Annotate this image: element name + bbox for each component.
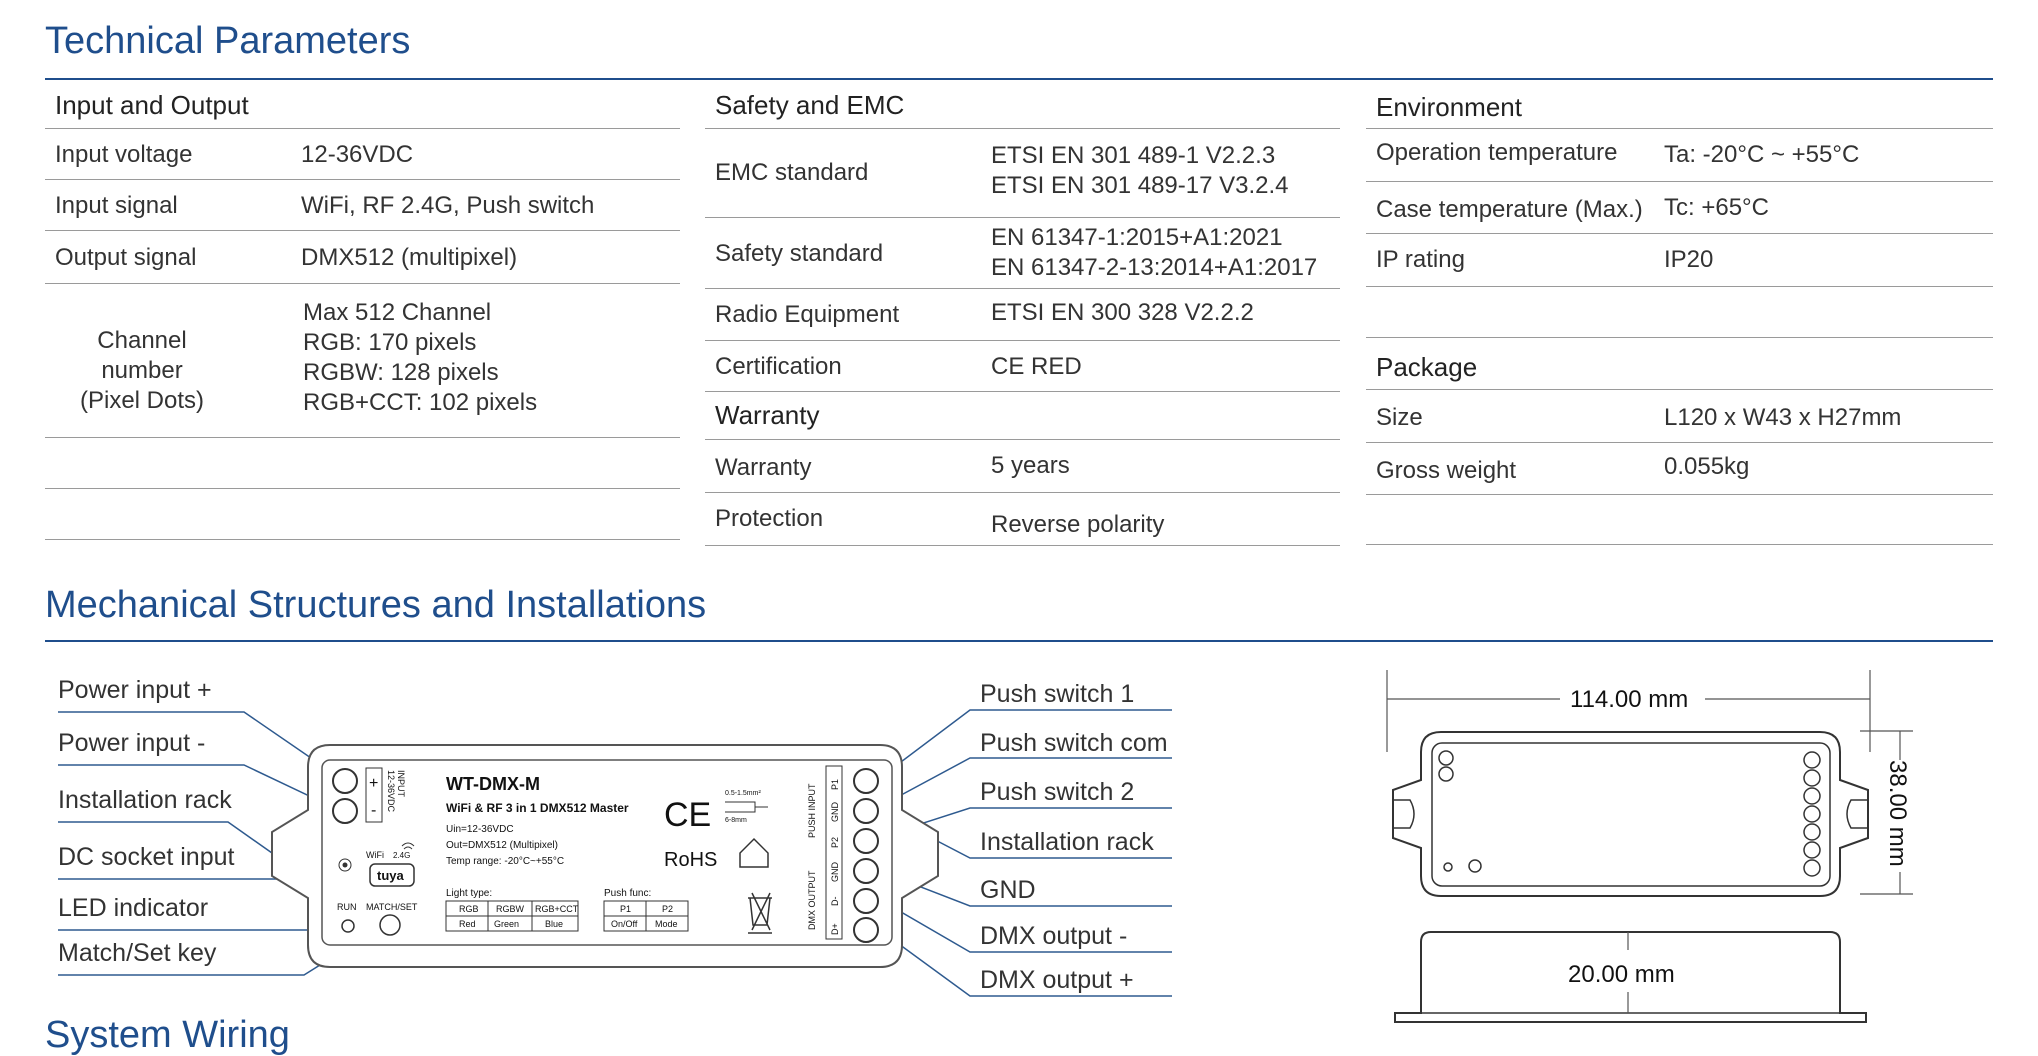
wifi-label: WiFi bbox=[366, 850, 384, 860]
row-label: Output signal bbox=[55, 244, 197, 271]
row-value: Tc: +65°C bbox=[1664, 194, 1769, 221]
top-view-terminal bbox=[1804, 806, 1820, 822]
light-cell: Red bbox=[459, 919, 476, 929]
table-row bbox=[705, 289, 1340, 341]
terminal-p1 bbox=[854, 769, 878, 793]
safety-emc-table bbox=[705, 84, 1340, 546]
dimension-drawing bbox=[1360, 660, 2020, 1028]
table-row bbox=[1366, 129, 1993, 182]
top-view-terminal bbox=[1439, 767, 1453, 781]
empty-row bbox=[45, 438, 680, 489]
row-label: Safety standard bbox=[715, 240, 884, 267]
device-uin: Uin=12-36VDC bbox=[446, 824, 514, 835]
device-out: Out=DMX512 (Multipixel) bbox=[446, 840, 558, 851]
table-row bbox=[45, 231, 680, 284]
push-cell: P2 bbox=[662, 904, 674, 914]
top-view-key bbox=[1469, 860, 1481, 872]
push-func-label: Push func: bbox=[604, 888, 652, 899]
top-view-outline bbox=[1393, 732, 1868, 896]
table-row bbox=[705, 440, 1340, 493]
title-rule bbox=[45, 640, 1993, 642]
empty-row bbox=[1366, 495, 1993, 545]
label-match-set-key: Match/Set key bbox=[58, 939, 217, 967]
run-led bbox=[342, 920, 354, 932]
next-section-heading: System Wiring bbox=[45, 1014, 290, 1056]
io-heading: Input and Output bbox=[55, 90, 249, 120]
light-cell: RGB bbox=[459, 904, 479, 914]
dc-socket-pin-icon bbox=[343, 863, 348, 868]
row-label: Gross weight bbox=[1376, 457, 1517, 484]
next-section-heading-clip bbox=[45, 1014, 645, 1056]
top-view-terminal bbox=[1804, 842, 1820, 858]
terminal-label: P2 bbox=[830, 836, 840, 848]
label-push-switch-com: Push switch com bbox=[980, 729, 1168, 757]
light-cell: RGB+CCT bbox=[535, 904, 579, 914]
table-row bbox=[45, 180, 680, 231]
empty-row bbox=[1366, 287, 1993, 338]
table-row bbox=[705, 493, 1340, 546]
row-value: ETSI EN 301 489-1 V2.2.3 ETSI EN 301 489-17 V3.2.4 bbox=[991, 142, 1289, 199]
label-installation-rack-right: Installation rack bbox=[980, 828, 1154, 856]
title-rule bbox=[45, 78, 1993, 80]
terminal-label: D+ bbox=[830, 923, 840, 935]
label-push-switch-2: Push switch 2 bbox=[980, 778, 1135, 806]
row-value: Ta: -20°C ~ +55°C bbox=[1664, 141, 1860, 168]
top-view-terminal bbox=[1439, 751, 1453, 765]
label-dc-socket-input: DC socket input bbox=[58, 843, 235, 871]
technical-parameters-title: Technical Parameters bbox=[45, 20, 411, 62]
row-value: L120 x W43 x H27mm bbox=[1664, 404, 1902, 431]
light-type-label: Light type: bbox=[446, 888, 493, 899]
dim-length: 114.00 mm bbox=[1570, 686, 1689, 713]
table-row bbox=[45, 129, 680, 180]
table-row bbox=[1366, 234, 1993, 287]
row-value: Reverse polarity bbox=[991, 511, 1165, 538]
push-input-label: PUSH INPUT bbox=[807, 783, 817, 838]
label-push-switch-1: Push switch 1 bbox=[980, 680, 1135, 708]
top-view-terminal bbox=[1804, 788, 1820, 804]
top-view-terminal bbox=[1804, 752, 1820, 768]
row-value: WiFi, RF 2.4G, Push switch bbox=[301, 192, 595, 219]
terminal-power-minus bbox=[333, 799, 357, 823]
label-dmx-output-plus: DMX output + bbox=[980, 966, 1134, 994]
environment-heading: Environment bbox=[1376, 92, 1522, 122]
terminal-label: P1 bbox=[830, 778, 840, 790]
terminal-dmx-minus bbox=[854, 889, 878, 913]
row-label: Warranty bbox=[715, 454, 812, 481]
dim-width: 38.00 mm bbox=[1884, 760, 1911, 867]
row-label: EMC standard bbox=[715, 159, 869, 186]
tuya-text: tuya bbox=[377, 868, 404, 883]
table-row bbox=[705, 129, 1340, 218]
row-label: Input voltage bbox=[55, 141, 193, 168]
dmx-output-label: DMX OUTPUT bbox=[807, 870, 817, 930]
terminal-gnd-dmx bbox=[854, 859, 878, 883]
safety-heading: Safety and EMC bbox=[715, 90, 905, 120]
row-value: DMX512 (multipixel) bbox=[301, 244, 518, 271]
top-view-terminal bbox=[1804, 824, 1820, 840]
row-label: Case temperature (Max.) bbox=[1376, 196, 1643, 223]
device-subtitle: WiFi & RF 3 in 1 DMX512 Master bbox=[446, 801, 629, 815]
terminal-label: GND bbox=[830, 862, 840, 882]
table-row bbox=[705, 218, 1340, 289]
empty-row bbox=[45, 489, 680, 540]
device-model: WT-DMX-M bbox=[446, 774, 540, 794]
top-view-led bbox=[1444, 863, 1452, 871]
push-cell: P1 bbox=[620, 904, 632, 914]
row-value: 5 years bbox=[991, 452, 1070, 479]
light-cell: Blue bbox=[545, 919, 564, 929]
row-value: 12-36VDC bbox=[301, 141, 414, 168]
row-value: IP20 bbox=[1664, 246, 1714, 273]
label-power-input-plus: Power input + bbox=[58, 676, 212, 704]
wire-spec-b: 6-8mm bbox=[725, 817, 747, 824]
ce-mark: CE bbox=[664, 796, 712, 834]
top-view-terminal bbox=[1804, 860, 1820, 876]
minus-mark: - bbox=[371, 802, 377, 819]
row-label: IP rating bbox=[1376, 246, 1465, 273]
device-diagram bbox=[0, 660, 1200, 1028]
row-label: Radio Equipment bbox=[715, 301, 900, 328]
table-row bbox=[1366, 390, 1993, 443]
label-installation-rack-left: Installation rack bbox=[58, 786, 232, 814]
row-value: ETSI EN 300 328 V2.2.2 bbox=[991, 299, 1254, 326]
label-led-indicator: LED indicator bbox=[58, 894, 209, 922]
io-heading-row bbox=[45, 84, 680, 129]
table-row bbox=[705, 341, 1340, 392]
row-value: EN 61347-1:2015+A1:2021 EN 61347-2-13:2014+A1:2017 bbox=[991, 224, 1318, 281]
row-value: Max 512 Channel RGB: 170 pixels RGBW: 128 pixels RGB+CCT: 102 pixels bbox=[303, 299, 538, 416]
row-label: Certification bbox=[715, 353, 842, 380]
table-row bbox=[1366, 443, 1993, 495]
label-gnd: GND bbox=[980, 876, 1036, 904]
input-voltage-label: 12-36VDC bbox=[386, 770, 396, 813]
device-temp: Temp range: -20°C~+55°C bbox=[446, 856, 565, 867]
label-power-input-minus: Power input - bbox=[58, 729, 206, 757]
run-label: RUN bbox=[337, 902, 357, 912]
table-row bbox=[45, 284, 680, 438]
warranty-heading: Warranty bbox=[715, 400, 820, 430]
terminal-power-plus bbox=[333, 769, 357, 793]
row-label: Operation temperature bbox=[1376, 139, 1618, 166]
label-dmx-output-minus: DMX output - bbox=[980, 922, 1128, 950]
match-set-button[interactable] bbox=[380, 915, 400, 935]
row-value: 0.055kg bbox=[1664, 453, 1750, 480]
input-label: INPUT bbox=[396, 770, 406, 797]
rohs-mark: RoHS bbox=[664, 849, 718, 871]
row-label: Input signal bbox=[55, 192, 178, 219]
terminal-p2 bbox=[854, 829, 878, 853]
row-label: Protection bbox=[715, 505, 824, 532]
package-heading: Package bbox=[1376, 352, 1478, 382]
match-set-label: MATCH/SET bbox=[366, 902, 418, 912]
environment-package-table bbox=[1366, 84, 1993, 545]
wire-spec-a: 0.5-1.5mm² bbox=[725, 790, 761, 797]
terminal-dmx-plus bbox=[854, 918, 878, 942]
package-heading-row bbox=[1366, 338, 1993, 390]
light-cell: Green bbox=[494, 919, 520, 929]
push-cell: On/Off bbox=[611, 919, 638, 929]
table-row bbox=[1366, 182, 1993, 234]
input-output-table bbox=[45, 84, 680, 540]
ghz-label: 2.4G bbox=[393, 851, 411, 860]
terminal-label: GND bbox=[830, 802, 840, 822]
safety-heading-row bbox=[705, 84, 1340, 129]
terminal-gnd bbox=[854, 799, 878, 823]
dim-height: 20.00 mm bbox=[1568, 961, 1675, 988]
warranty-heading-row bbox=[705, 392, 1340, 440]
mechanical-structures-title: Mechanical Structures and Installations bbox=[45, 584, 707, 626]
row-value: CE RED bbox=[991, 353, 1082, 380]
push-cell: Mode bbox=[655, 919, 678, 929]
light-cell: RGBW bbox=[496, 904, 524, 914]
environment-heading-row bbox=[1366, 84, 1993, 129]
plus-mark: + bbox=[369, 775, 379, 792]
terminal-label: D- bbox=[830, 896, 840, 906]
row-label: Channel number (Pixel Dots) bbox=[79, 327, 205, 414]
row-label: Size bbox=[1376, 404, 1423, 431]
top-view-terminal bbox=[1804, 770, 1820, 786]
